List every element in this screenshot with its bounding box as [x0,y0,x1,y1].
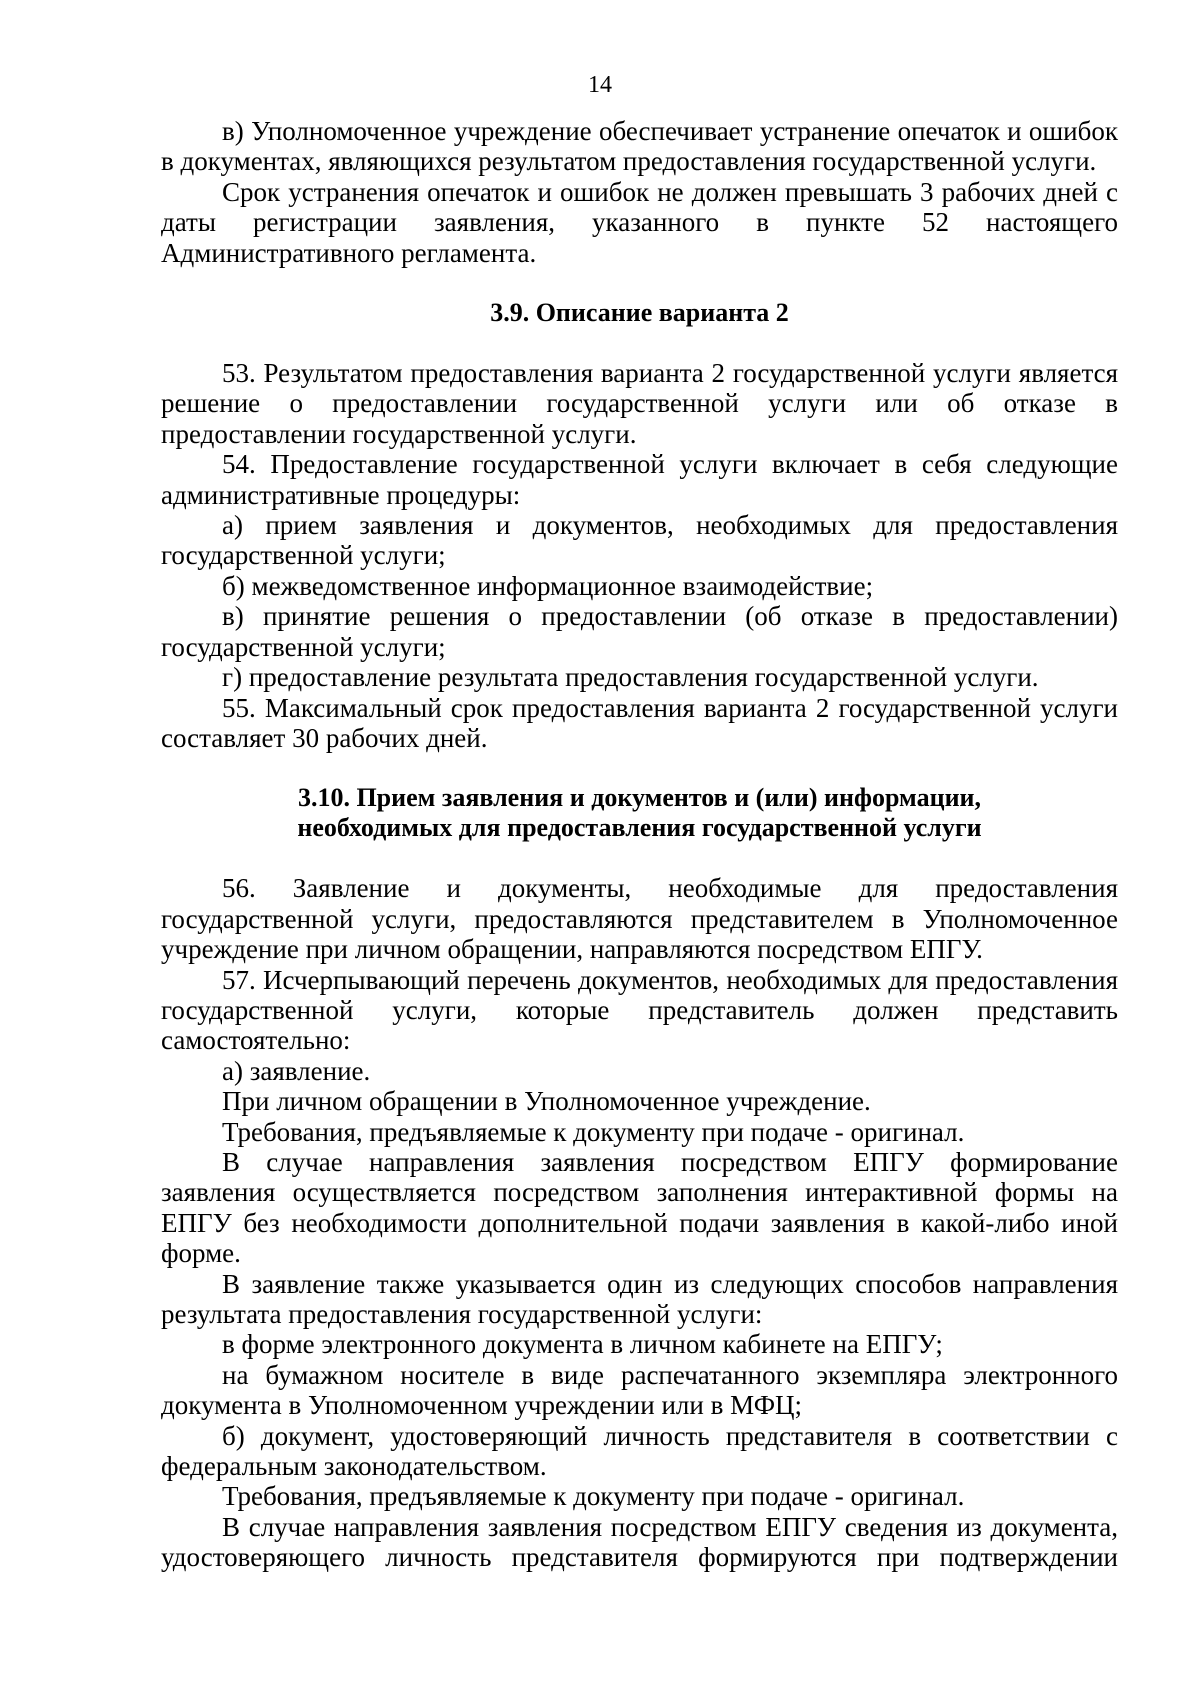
paragraph: г) предоставление результата предоставления государственной услуги. [222,662,1039,693]
paragraph: б) межведомственное информационное взаимодействие; [222,570,874,601]
paragraph: 54. Предоставление государственной услуги включает в себя следующие административные процедуры: [161,449,1118,510]
paragraph: в форме электронного документа в личном кабинете на ЕПГУ; [222,1329,943,1360]
paragraph: При личном обращении в Уполномоченное учреждение. [222,1086,871,1117]
paragraph: Требования, предъявляемые к документу при подаче - оригинал. [222,1481,965,1512]
section-heading-line2: необходимых для предоставления государственной услуги [297,813,982,843]
paragraph: В случае направления заявления посредством ЕПГУ формирование заявления осуществляется посредством заполнения интерактивной формы на ЕПГУ без необходимости дополнительной подачи заявления в какой-либо иной форме. [161,1146,1118,1269]
paragraph: 55. Максимальный срок предоставления варианта 2 государственной услуги составляет 30 рабочих дней. [161,692,1118,753]
paragraph: В заявление также указывается один из следующих способов направления результата предоставления государственной услуги: [161,1268,1118,1329]
page-number: 14 [588,72,612,98]
paragraph: Требования, предъявляемые к документу при подаче - оригинал. [222,1116,965,1147]
paragraph: 56. Заявление и документы, необходимые для предоставления государственной услуги, предоставляются представителем в Уполномоченное учреждение при личном обращении, направляются посредством ЕПГУ. [161,873,1118,965]
paragraph: Срок устранения опечаток и ошибок не должен превышать 3 рабочих дней с даты регистрации заявления, указанного в пункте 52 настоящего Административного регламента. [161,176,1118,268]
paragraph: в) Уполномоченное учреждение обеспечивает устранение опечаток и ошибок в документах, являющихся результатом предоставления государственной услуги. [161,116,1118,177]
paragraph: 57. Исчерпывающий перечень документов, необходимых для предоставления государственной услуги, которые представитель должен представить самостоятельно: [161,964,1118,1056]
paragraph: 53. Результатом предоставления варианта 2 государственной услуги является решение о предоставлении государственной услуги или об отказе в предоставлении государственной услуги. [161,358,1118,449]
document-body [161,116,1118,1573]
paragraph: а) заявление. [222,1055,371,1086]
paragraph: В случае направления заявления посредством ЕПГУ сведения из документа, удостоверяющего личность представителя формируются при подтверждении [161,1511,1118,1573]
paragraph: а) прием заявления и документов, необходимых для предоставления государственной услуги; [161,510,1118,571]
paragraph: на бумажном носителе в виде распечатанного экземпляра электронного документа в Уполномоченном учреждении или в МФЦ; [161,1359,1118,1421]
paragraph: в) принятие решения о предоставлении (об отказе в предоставлении) государственной услуги; [161,601,1118,662]
section-heading: 3.10. Прием заявления и документов и (или) информации, [297,783,982,813]
paragraph: б) документ, удостоверяющий личность представителя в соответствии с федеральным законодательством. [161,1420,1118,1482]
section-heading: 3.9. Описание варианта 2 [490,298,789,328]
